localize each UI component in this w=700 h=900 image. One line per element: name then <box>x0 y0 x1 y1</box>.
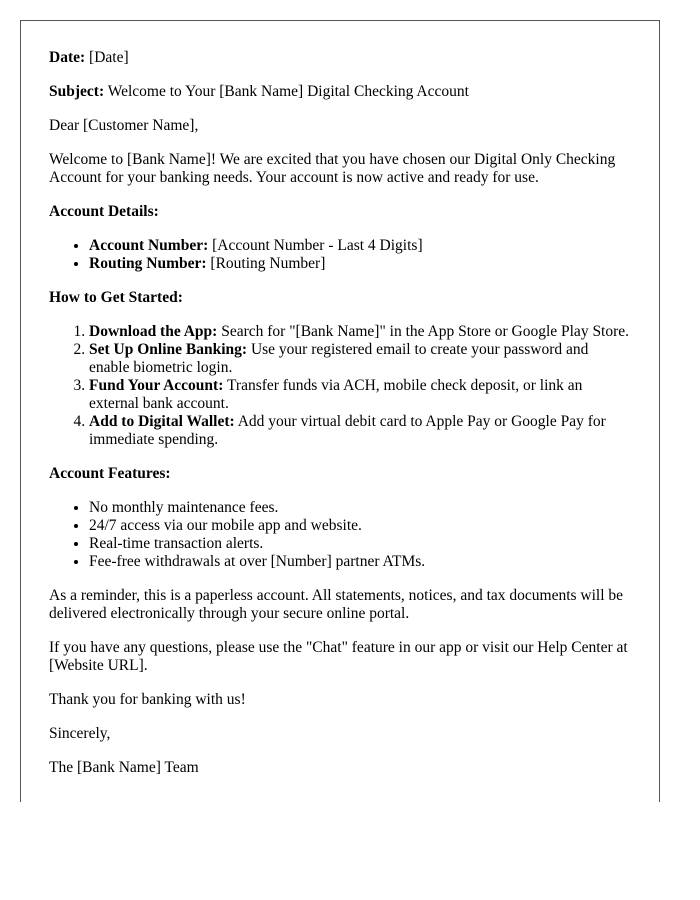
feature-item: • 24/7 access via our mobile app and website. <box>89 517 631 535</box>
greeting: Dear [Customer Name], <box>49 117 199 134</box>
step-label: Download the App: <box>89 323 218 340</box>
step-fund-account <box>89 377 631 413</box>
step-text: Add your virtual debit card to Apple Pay or Google Pay for immediate spending. <box>89 413 606 448</box>
subject-value: Welcome to Your [Bank Name] Digital Checking Account <box>107 83 469 100</box>
date-value: [Date] <box>89 49 129 66</box>
account-number-label: Account Number: <box>89 237 209 254</box>
letter-document <box>20 20 660 802</box>
step-download-app <box>89 323 631 341</box>
help-paragraph: If you have any questions, please use the "Chat" feature in our app or visit our Help Center at [Website URL]. <box>49 639 628 674</box>
date-line <box>49 49 631 67</box>
paperless-paragraph: As a reminder, this is a paperless account. All statements, notices, and tax documents will be delivered electronically through your secure online portal. <box>49 587 624 622</box>
feature-item: • Real-time transaction alerts. <box>89 535 631 553</box>
getting-started-steps <box>49 323 631 449</box>
account-number-value: [Account Number - Last 4 Digits] <box>212 237 423 254</box>
getting-started-heading-text: How to Get Started: <box>49 289 183 306</box>
routing-number-value: [Routing Number] <box>210 255 326 272</box>
thanks-line: Thank you for banking with us! <box>49 691 246 708</box>
step-online-banking <box>89 341 631 377</box>
step-digital-wallet <box>89 413 631 449</box>
account-details-heading <box>49 203 631 221</box>
step-label: Fund Your Account: <box>89 377 224 394</box>
account-number-item <box>89 237 631 255</box>
feature-item: • No monthly maintenance fees. <box>89 499 631 517</box>
step-text: Search for "[Bank Name]" in the App Store or Google Play Store. <box>221 323 630 340</box>
account-details-heading-text: Account Details: <box>49 203 159 220</box>
features-list <box>49 499 631 571</box>
step-label: Set Up Online Banking: <box>89 341 248 358</box>
closing-line: Sincerely, <box>49 725 111 742</box>
account-details-list <box>49 237 631 273</box>
subject-line <box>49 83 631 101</box>
getting-started-heading <box>49 289 631 307</box>
routing-number-label: Routing Number: <box>89 255 207 272</box>
step-text: Transfer funds via ACH, mobile check deposit, or link an external bank account. <box>89 377 583 412</box>
step-label: Add to Digital Wallet: <box>89 413 235 430</box>
routing-number-item <box>89 255 631 273</box>
step-text: Use your registered email to create your password and enable biometric login. <box>89 341 589 376</box>
intro-paragraph: Welcome to [Bank Name]! We are excited that you have chosen our Digital Only Checking Account for your banking needs. Your account is now active and ready for use. <box>49 151 616 186</box>
subject-label: Subject: <box>49 83 105 100</box>
features-heading-text: Account Features: <box>49 465 171 482</box>
features-heading <box>49 465 631 483</box>
date-label: Date: <box>49 49 86 66</box>
signature-line: The [Bank Name] Team <box>49 759 199 776</box>
feature-item: • Fee-free withdrawals at over [Number] partner ATMs. <box>89 553 631 571</box>
